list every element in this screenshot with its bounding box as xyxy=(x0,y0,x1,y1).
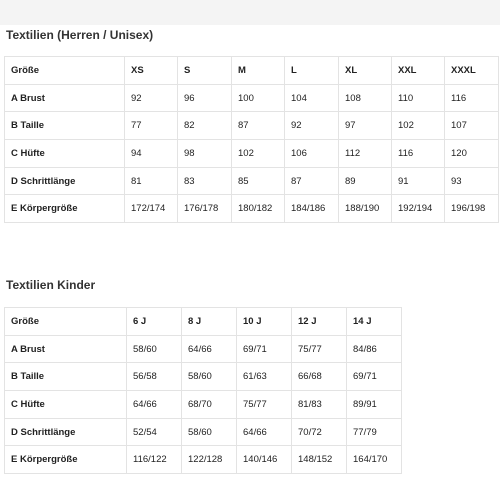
row-label: B Taille xyxy=(5,363,127,391)
row-label: C Hüfte xyxy=(5,391,127,419)
adult-size-table-title: Textilien (Herren / Unisex) xyxy=(6,28,154,42)
table-cell: 96 xyxy=(178,84,232,112)
column-header: M xyxy=(232,57,285,85)
table-cell: 84/86 xyxy=(347,335,402,363)
table-cell: 85 xyxy=(232,167,285,195)
table-cell: 122/128 xyxy=(182,446,237,474)
table-cell: 83 xyxy=(178,167,232,195)
table-cell: 120 xyxy=(445,140,499,168)
table-row xyxy=(5,335,402,363)
table-cell: 81/83 xyxy=(292,391,347,419)
table-cell: 58/60 xyxy=(127,335,182,363)
table-row xyxy=(5,418,402,446)
table-cell: 93 xyxy=(445,167,499,195)
table-cell: 64/66 xyxy=(182,335,237,363)
table-cell: 110 xyxy=(392,84,445,112)
table-cell: 102 xyxy=(232,140,285,168)
table-cell: 116 xyxy=(445,84,499,112)
table-cell: 77/79 xyxy=(347,418,402,446)
column-header: L xyxy=(285,57,339,85)
table-cell: 69/71 xyxy=(347,363,402,391)
table-cell: 87 xyxy=(285,167,339,195)
table-cell: 108 xyxy=(339,84,392,112)
table-cell: 87 xyxy=(232,112,285,140)
table-cell: 56/58 xyxy=(127,363,182,391)
row-label: D Schrittlänge xyxy=(5,418,127,446)
row-label: E Körpergröße xyxy=(5,195,125,223)
table-cell: 58/60 xyxy=(182,418,237,446)
column-header: XS xyxy=(125,57,178,85)
table-cell: 116 xyxy=(392,140,445,168)
table-cell: 196/198 xyxy=(445,195,499,223)
table-cell: 68/70 xyxy=(182,391,237,419)
column-header: 6 J xyxy=(127,308,182,336)
table-cell: 75/77 xyxy=(237,391,292,419)
table-cell: 172/174 xyxy=(125,195,178,223)
table-cell: 176/178 xyxy=(178,195,232,223)
table-header-row xyxy=(5,57,499,85)
table-header-row xyxy=(5,308,402,336)
column-header: 12 J xyxy=(292,308,347,336)
table-cell: 64/66 xyxy=(127,391,182,419)
row-label: E Körpergröße xyxy=(5,446,127,474)
table-row xyxy=(5,195,499,223)
table-cell: 184/186 xyxy=(285,195,339,223)
table-cell: 70/72 xyxy=(292,418,347,446)
table-cell: 89 xyxy=(339,167,392,195)
table-cell: 66/68 xyxy=(292,363,347,391)
table-cell: 92 xyxy=(285,112,339,140)
table-cell: 92 xyxy=(125,84,178,112)
column-header: XXL xyxy=(392,57,445,85)
row-label: A Brust xyxy=(5,84,125,112)
table-row xyxy=(5,140,499,168)
column-header: S xyxy=(178,57,232,85)
table-cell: 106 xyxy=(285,140,339,168)
table-cell: 192/194 xyxy=(392,195,445,223)
table-row xyxy=(5,167,499,195)
table-cell: 164/170 xyxy=(347,446,402,474)
kids-size-table xyxy=(4,307,402,474)
column-header-size: Größe xyxy=(5,308,127,336)
table-cell: 116/122 xyxy=(127,446,182,474)
table-cell: 75/77 xyxy=(292,335,347,363)
table-cell: 98 xyxy=(178,140,232,168)
table-cell: 180/182 xyxy=(232,195,285,223)
table-cell: 89/91 xyxy=(347,391,402,419)
table-cell: 77 xyxy=(125,112,178,140)
table-cell: 52/54 xyxy=(127,418,182,446)
column-header: 10 J xyxy=(237,308,292,336)
table-cell: 104 xyxy=(285,84,339,112)
table-cell: 91 xyxy=(392,167,445,195)
table-cell: 107 xyxy=(445,112,499,140)
table-row xyxy=(5,391,402,419)
row-label: B Taille xyxy=(5,112,125,140)
top-bar xyxy=(0,0,500,25)
column-header-size: Größe xyxy=(5,57,125,85)
row-label: D Schrittlänge xyxy=(5,167,125,195)
row-label: C Hüfte xyxy=(5,140,125,168)
table-cell: 112 xyxy=(339,140,392,168)
table-row xyxy=(5,84,499,112)
adult-size-table xyxy=(4,56,499,223)
table-cell: 100 xyxy=(232,84,285,112)
table-cell: 64/66 xyxy=(237,418,292,446)
table-cell: 69/71 xyxy=(237,335,292,363)
table-cell: 102 xyxy=(392,112,445,140)
table-cell: 61/63 xyxy=(237,363,292,391)
column-header: 8 J xyxy=(182,308,237,336)
table-cell: 148/152 xyxy=(292,446,347,474)
table-row xyxy=(5,112,499,140)
column-header: 14 J xyxy=(347,308,402,336)
table-cell: 94 xyxy=(125,140,178,168)
table-cell: 97 xyxy=(339,112,392,140)
table-row xyxy=(5,363,402,391)
table-row xyxy=(5,446,402,474)
table-cell: 188/190 xyxy=(339,195,392,223)
table-cell: 82 xyxy=(178,112,232,140)
table-cell: 81 xyxy=(125,167,178,195)
table-cell: 58/60 xyxy=(182,363,237,391)
table-cell: 140/146 xyxy=(237,446,292,474)
kids-size-table-title: Textilien Kinder xyxy=(6,278,96,292)
column-header: XXXL xyxy=(445,57,499,85)
column-header: XL xyxy=(339,57,392,85)
row-label: A Brust xyxy=(5,335,127,363)
